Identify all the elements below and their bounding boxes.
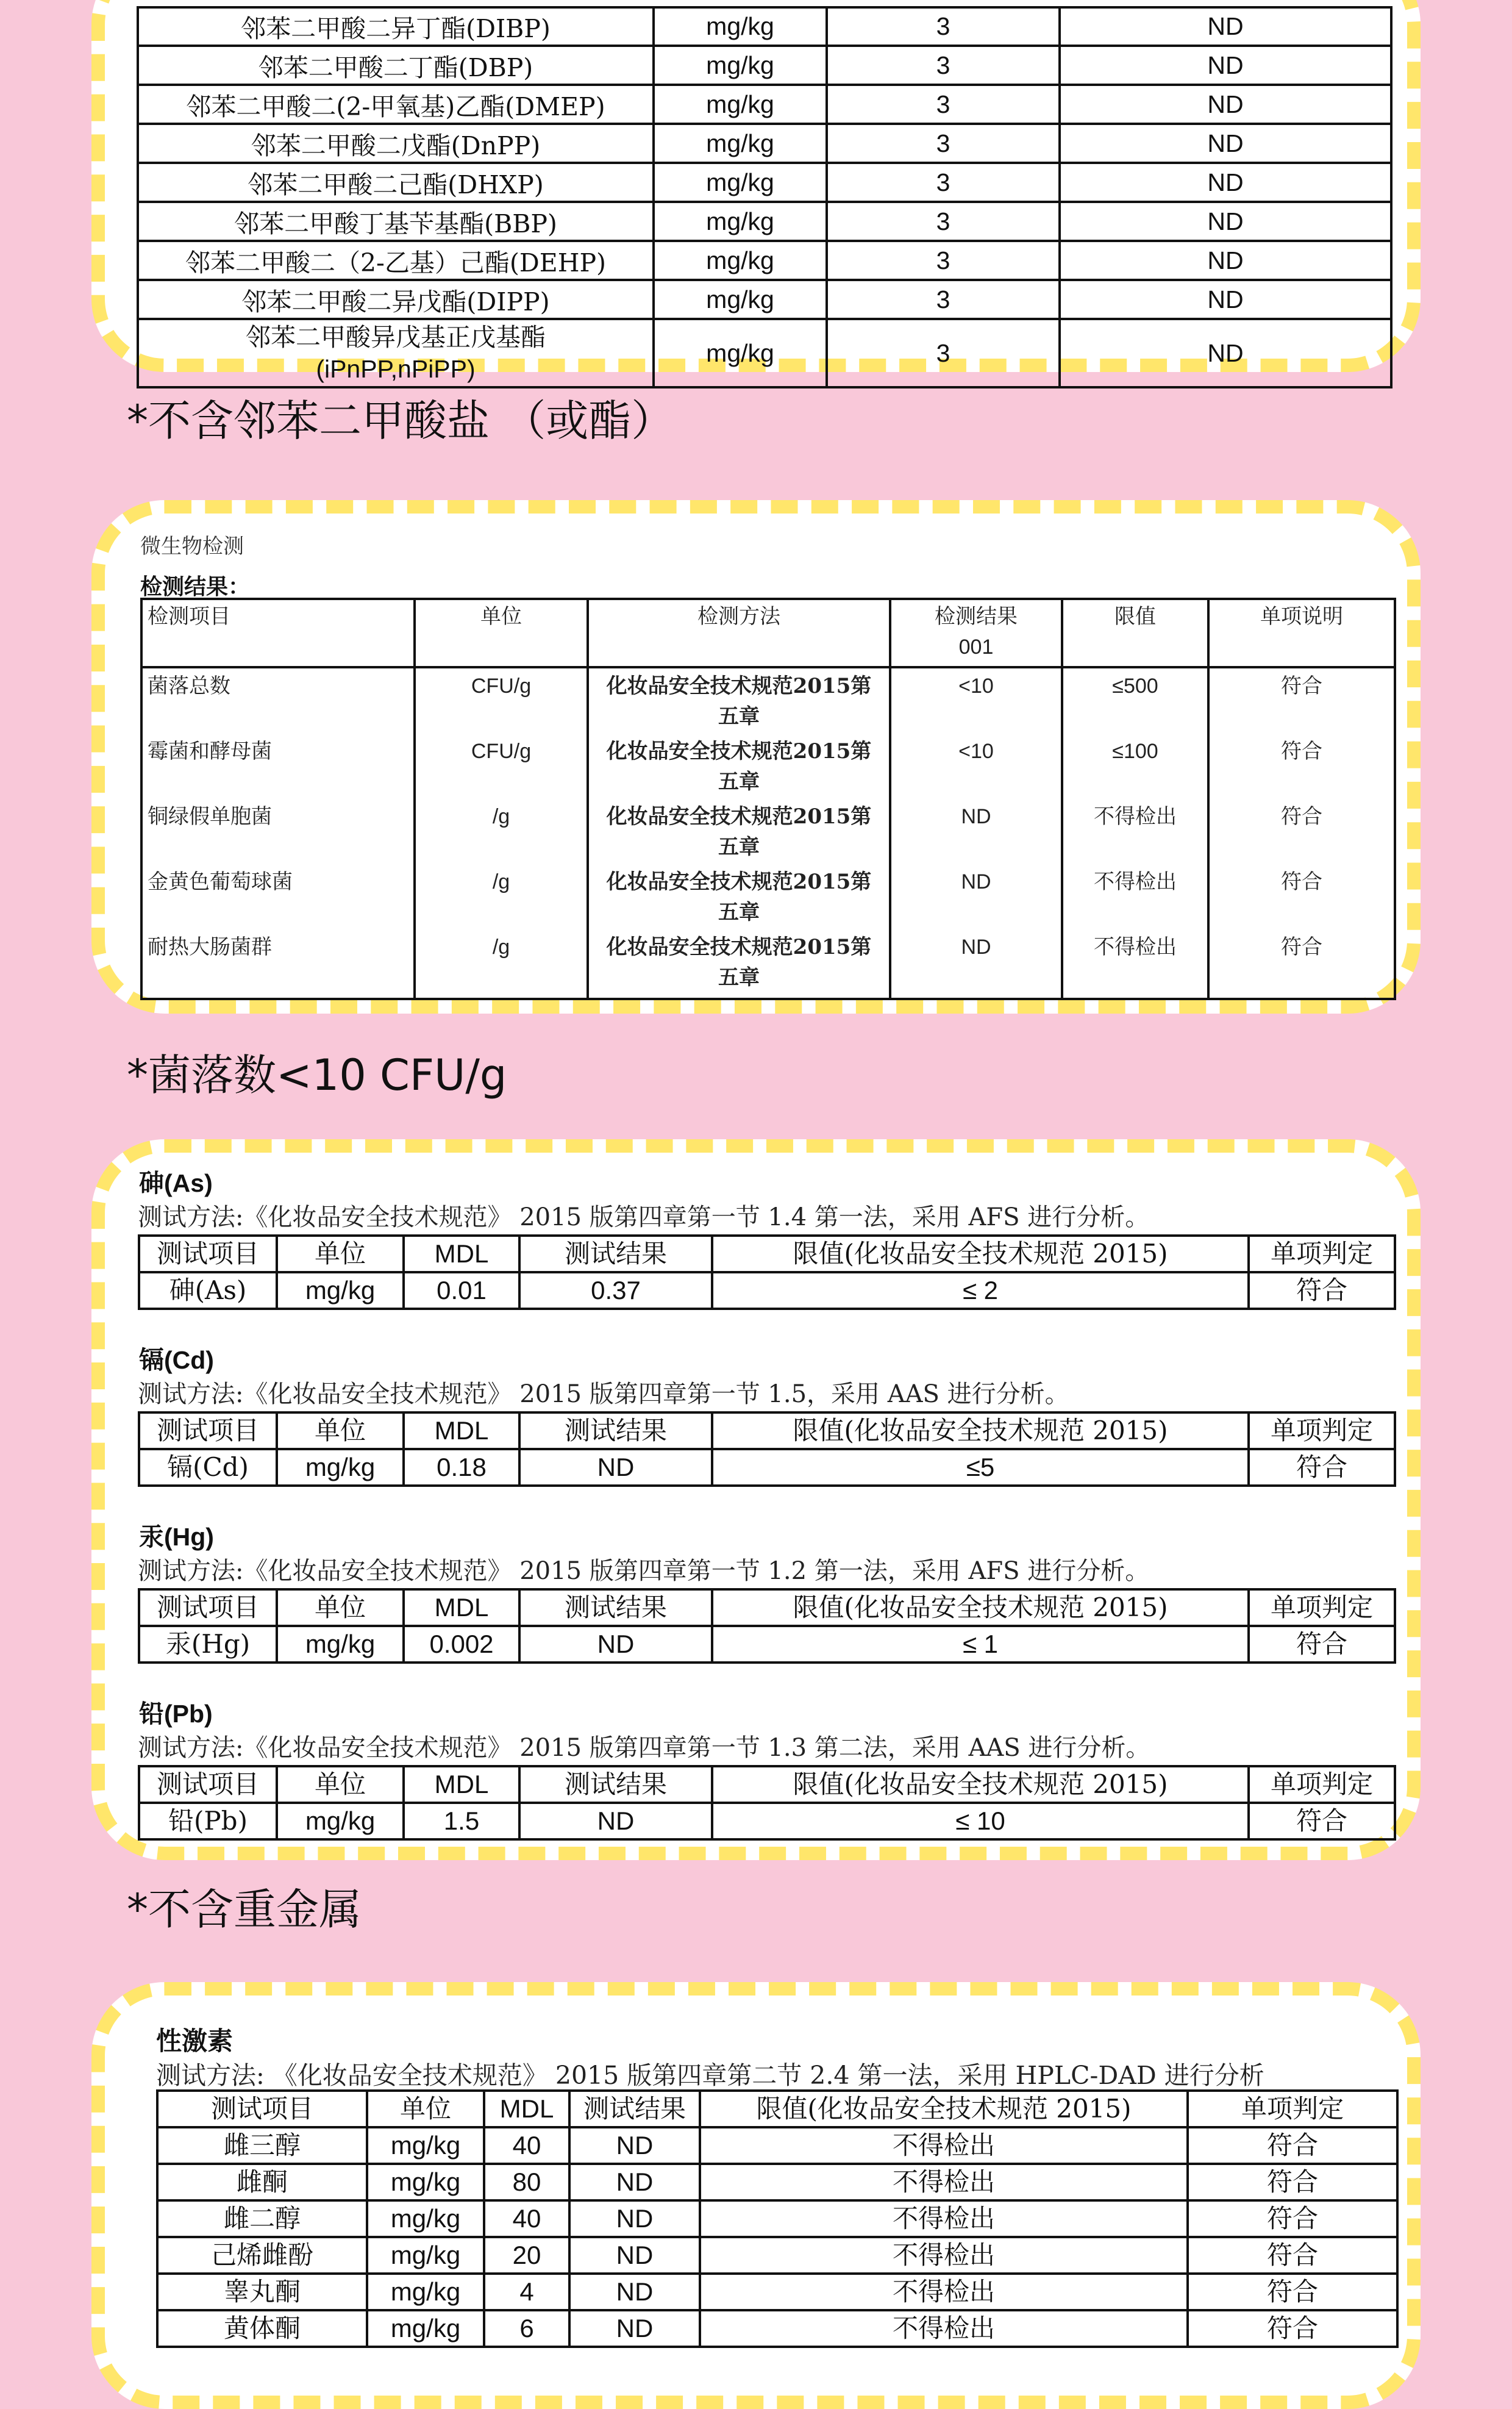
- column-header: 测试项目: [139, 1236, 277, 1272]
- limit-cell: 3: [827, 46, 1060, 85]
- table-row: [141, 734, 1395, 799]
- unit-cell: mg/kg: [654, 85, 827, 124]
- limit-cell: 3: [827, 163, 1060, 202]
- item-cell: 雌三醇: [157, 2127, 367, 2164]
- result-cell: 0.37: [519, 1272, 712, 1309]
- column-header: 单项判定: [1249, 1236, 1395, 1272]
- item-cell: 睾丸酮: [157, 2274, 367, 2310]
- column-header: 测试项目: [157, 2091, 367, 2127]
- limit-cell: 不得检出: [700, 2200, 1188, 2237]
- column-header: MDL: [484, 2091, 569, 2127]
- method-line: 五章: [718, 900, 760, 925]
- result-cell: ND: [1060, 124, 1391, 163]
- result-cell: ND: [1060, 163, 1391, 202]
- method-cell: [588, 667, 890, 734]
- item-cell: 铅(Pb): [139, 1803, 277, 1839]
- column-header: 单位: [277, 1766, 404, 1803]
- hormone-section-title: 性激素: [156, 2026, 234, 2056]
- unit-cell: /g: [415, 864, 588, 929]
- result-cell: ND: [569, 2127, 700, 2164]
- column-header: 单位: [277, 1589, 404, 1626]
- item-cell: 邻苯二甲酸二戊酯(DnPP): [138, 124, 654, 163]
- unit-cell: mg/kg: [367, 2274, 484, 2310]
- judge-cell: 符合: [1188, 2274, 1397, 2310]
- unit-cell: mg/kg: [277, 1626, 404, 1663]
- method-line: 化妆品安全技术规范2015第: [606, 804, 872, 829]
- column-header: MDL: [404, 1236, 519, 1272]
- column-header: 单位: [277, 1412, 404, 1449]
- metal-block-hg: [138, 1520, 1394, 1664]
- microbes-caption: *菌落数<10 CFU/g: [127, 1050, 507, 1100]
- limit-cell: 不得检出: [1062, 929, 1208, 999]
- result-cell: ND: [890, 929, 1062, 999]
- item-line: (iPnPP,nPiPP): [316, 355, 476, 383]
- column-header: 限值(化妆品安全技术规范 2015): [712, 1766, 1249, 1803]
- result-cell: <10: [890, 667, 1062, 734]
- limit-cell: 3: [827, 280, 1060, 319]
- method-line: 五章: [718, 704, 760, 729]
- table-row: [138, 7, 1391, 46]
- table-row: [138, 241, 1391, 280]
- mdl-cell: 20: [484, 2237, 569, 2274]
- limit-cell: ≤ 10: [712, 1803, 1249, 1839]
- limit-cell: 不得检出: [1062, 864, 1208, 929]
- metal-block-as: [138, 1166, 1394, 1310]
- result-cell: ND: [569, 2274, 700, 2310]
- unit-cell: mg/kg: [277, 1449, 404, 1486]
- result-cell: ND: [1060, 85, 1391, 124]
- table-row: [141, 799, 1395, 864]
- unit-cell: mg/kg: [277, 1803, 404, 1839]
- table-header-row: [157, 2091, 1397, 2127]
- column-header: 限值(化妆品安全技术规范 2015): [712, 1236, 1249, 1272]
- unit-cell: mg/kg: [654, 202, 827, 241]
- method-cell: [588, 864, 890, 929]
- table-row: [141, 864, 1395, 929]
- table-row: [139, 1626, 1395, 1663]
- item-cell: 己烯雌酚: [157, 2237, 367, 2274]
- unit-cell: mg/kg: [654, 7, 827, 46]
- result-cell: ND: [1060, 241, 1391, 280]
- table-header-row: [139, 1412, 1395, 1449]
- note-cell: 符合: [1208, 667, 1395, 734]
- phthalates-table: [137, 6, 1393, 388]
- metal-method: 测试方法:《化妆品安全技术规范》 2015 版第四章第一节 1.2 第一法，采用 AFS 进行分析。: [138, 1557, 1150, 1585]
- unit-cell: mg/kg: [277, 1272, 404, 1309]
- note-cell: 符合: [1208, 864, 1395, 929]
- table-row: [157, 2274, 1397, 2310]
- result-cell: ND: [890, 864, 1062, 929]
- result-cell: ND: [519, 1803, 712, 1839]
- limit-cell: ≤ 1: [712, 1626, 1249, 1663]
- table-row: [139, 1803, 1395, 1839]
- result-cell: ND: [519, 1449, 712, 1486]
- limit-cell: 3: [827, 7, 1060, 46]
- item-cell: 金黄色葡萄球菌: [141, 864, 415, 929]
- metal-name: 镉(Cd): [139, 1346, 214, 1374]
- judge-cell: 符合: [1188, 2310, 1397, 2347]
- column-header: 测试项目: [139, 1412, 277, 1449]
- mdl-cell: 80: [484, 2164, 569, 2200]
- limit-cell: 不得检出: [700, 2127, 1188, 2164]
- item-cell: 邻苯二甲酸二（2-乙基）己酯(DEHP): [138, 241, 654, 280]
- result-cell: ND: [1060, 202, 1391, 241]
- column-header: MDL: [404, 1412, 519, 1449]
- metal-name: 汞(Hg): [139, 1523, 214, 1551]
- method-cell: [588, 929, 890, 999]
- result-cell: ND: [890, 799, 1062, 864]
- item-cell: 邻苯二甲酸二丁酯(DBP): [138, 46, 654, 85]
- microbes-card: [91, 500, 1421, 1014]
- table-row: [138, 319, 1391, 387]
- unit-cell: CFU/g: [415, 667, 588, 734]
- table-row: [138, 124, 1391, 163]
- item-cell: 邻苯二甲酸二己酯(DHXP): [138, 163, 654, 202]
- item-cell: 邻苯二甲酸二(2-甲氧基)乙酯(DMEP): [138, 85, 654, 124]
- column-header: 单位: [415, 599, 588, 667]
- unit-cell: mg/kg: [367, 2237, 484, 2274]
- mdl-cell: 4: [484, 2274, 569, 2310]
- column-header: [890, 599, 1062, 667]
- metals-card: [91, 1139, 1421, 1860]
- method-line: 五章: [718, 965, 760, 990]
- unit-cell: mg/kg: [367, 2164, 484, 2200]
- result-cell: <10: [890, 734, 1062, 799]
- table-header-row: [141, 599, 1395, 667]
- limit-cell: 3: [827, 124, 1060, 163]
- header-line: 001: [958, 635, 994, 659]
- judge-cell: 符合: [1188, 2200, 1397, 2237]
- column-header: 测试结果: [519, 1589, 712, 1626]
- table-row: [138, 202, 1391, 241]
- limit-cell: 3: [827, 319, 1060, 387]
- column-header: MDL: [404, 1589, 519, 1626]
- table-row: [157, 2164, 1397, 2200]
- metals-caption: *不含重金属: [127, 1885, 362, 1935]
- column-header: 测试项目: [139, 1589, 277, 1626]
- column-header: 测试结果: [519, 1766, 712, 1803]
- mdl-cell: 0.18: [404, 1449, 519, 1486]
- limit-cell: 3: [827, 202, 1060, 241]
- judge-cell: 符合: [1188, 2164, 1397, 2200]
- item-cell: 雌二醇: [157, 2200, 367, 2237]
- table-row: [141, 667, 1395, 734]
- section-title: 微生物检测: [140, 534, 244, 559]
- header-line: 检测结果: [935, 604, 1018, 629]
- limit-cell: 3: [827, 85, 1060, 124]
- item-cell: 邻苯二甲酸丁基苄基酯(BBP): [138, 202, 654, 241]
- item-cell: [138, 319, 654, 387]
- hormones-card: [91, 1982, 1421, 2409]
- unit-cell: mg/kg: [654, 163, 827, 202]
- item-cell: 汞(Hg): [139, 1626, 277, 1663]
- table-row: [138, 85, 1391, 124]
- unit-cell: mg/kg: [367, 2310, 484, 2347]
- judge-cell: 符合: [1249, 1449, 1395, 1486]
- limit-cell: ≤5: [712, 1449, 1249, 1486]
- table-row: [157, 2200, 1397, 2237]
- mdl-cell: 6: [484, 2310, 569, 2347]
- metal-method: 测试方法:《化妆品安全技术规范》 2015 版第四章第一节 1.4 第一法，采用 AFS 进行分析。: [138, 1203, 1150, 1231]
- table-row: [139, 1449, 1395, 1486]
- note-cell: 符合: [1208, 799, 1395, 864]
- result-cell: ND: [569, 2200, 700, 2237]
- column-header: 单位: [367, 2091, 484, 2127]
- mdl-cell: 40: [484, 2200, 569, 2237]
- mdl-cell: 1.5: [404, 1803, 519, 1839]
- column-header: 限值(化妆品安全技术规范 2015): [700, 2091, 1188, 2127]
- table-row: [139, 1272, 1395, 1309]
- metal-block-cd: [138, 1343, 1394, 1487]
- limit-cell: ≤ 2: [712, 1272, 1249, 1309]
- table-row: [157, 2310, 1397, 2347]
- table-header-row: [139, 1236, 1395, 1272]
- metal-method: 测试方法:《化妆品安全技术规范》 2015 版第四章第一节 1.3 第二法，采用 AAS 进行分析。: [138, 1734, 1150, 1762]
- column-header: 单项判定: [1249, 1766, 1395, 1803]
- result-cell: ND: [1060, 280, 1391, 319]
- table-row: [157, 2127, 1397, 2164]
- item-cell: 邻苯二甲酸二异丁酯(DIBP): [138, 7, 654, 46]
- item-cell: 黄体酮: [157, 2310, 367, 2347]
- column-header: 测试项目: [139, 1766, 277, 1803]
- result-cell: ND: [1060, 319, 1391, 387]
- column-header: 检测项目: [141, 599, 415, 667]
- column-header: MDL: [404, 1766, 519, 1803]
- metal-method: 测试方法:《化妆品安全技术规范》 2015 版第四章第一节 1.5，采用 AAS 进行分析。: [138, 1380, 1069, 1408]
- unit-cell: /g: [415, 799, 588, 864]
- table-row: [141, 929, 1395, 999]
- item-cell: 铜绿假单胞菌: [141, 799, 415, 864]
- column-header: 限值(化妆品安全技术规范 2015): [712, 1412, 1249, 1449]
- section-subtitle: 检测结果：: [140, 574, 251, 600]
- mdl-cell: 40: [484, 2127, 569, 2164]
- column-header: 限值: [1062, 599, 1208, 667]
- result-cell: ND: [569, 2164, 700, 2200]
- column-header: 测试结果: [569, 2091, 700, 2127]
- method-line: 化妆品安全技术规范2015第: [606, 739, 872, 764]
- unit-cell: mg/kg: [654, 319, 827, 387]
- unit-cell: mg/kg: [654, 46, 827, 85]
- table-row: [138, 46, 1391, 85]
- metal-name: 铅(Pb): [139, 1700, 213, 1728]
- limit-cell: 不得检出: [700, 2164, 1188, 2200]
- metal-table: [138, 1411, 1396, 1487]
- column-header: 测试结果: [519, 1412, 712, 1449]
- microbes-table: [140, 598, 1396, 1000]
- method-line: 化妆品安全技术规范2015第: [606, 674, 872, 698]
- metal-name: 砷(As): [139, 1169, 213, 1197]
- limit-cell: ≤500: [1062, 667, 1208, 734]
- item-cell: 雌酮: [157, 2164, 367, 2200]
- column-header: 测试结果: [519, 1236, 712, 1272]
- column-header: 限值(化妆品安全技术规范 2015): [712, 1589, 1249, 1626]
- unit-cell: mg/kg: [367, 2200, 484, 2237]
- item-cell: 砷(As): [139, 1272, 277, 1309]
- item-line: 邻苯二甲酸异戊基正戊基酯: [246, 323, 546, 352]
- result-cell: ND: [1060, 7, 1391, 46]
- limit-cell: 不得检出: [700, 2237, 1188, 2274]
- metal-table: [138, 1234, 1396, 1310]
- table-row: [157, 2237, 1397, 2274]
- table-row: [138, 163, 1391, 202]
- judge-cell: 符合: [1188, 2237, 1397, 2274]
- metal-table: [138, 1765, 1396, 1841]
- mdl-cell: 0.002: [404, 1626, 519, 1663]
- method-cell: [588, 799, 890, 864]
- item-cell: 菌落总数: [141, 667, 415, 734]
- limit-cell: 不得检出: [700, 2274, 1188, 2310]
- mdl-cell: 0.01: [404, 1272, 519, 1309]
- limit-cell: 3: [827, 241, 1060, 280]
- method-line: 化妆品安全技术规范2015第: [606, 935, 872, 959]
- item-cell: 镉(Cd): [139, 1449, 277, 1486]
- column-header: 检测方法: [588, 599, 890, 667]
- judge-cell: 符合: [1249, 1272, 1395, 1309]
- unit-cell: mg/kg: [654, 241, 827, 280]
- limit-cell: 不得检出: [700, 2310, 1188, 2347]
- item-cell: 霉菌和酵母菌: [141, 734, 415, 799]
- item-cell: 邻苯二甲酸二异戊酯(DIPP): [138, 280, 654, 319]
- result-cell: ND: [569, 2310, 700, 2347]
- method-line: 五章: [718, 770, 760, 794]
- table-row: [138, 280, 1391, 319]
- method-line: 化妆品安全技术规范2015第: [606, 870, 872, 894]
- metal-block-pb: [138, 1697, 1394, 1841]
- judge-cell: 符合: [1188, 2127, 1397, 2164]
- column-header: 单位: [277, 1236, 404, 1272]
- hormones-table: [156, 2089, 1399, 2348]
- unit-cell: mg/kg: [367, 2127, 484, 2164]
- judge-cell: 符合: [1249, 1626, 1395, 1663]
- column-header: 单项说明: [1208, 599, 1395, 667]
- result-cell: ND: [1060, 46, 1391, 85]
- result-cell: ND: [569, 2237, 700, 2274]
- column-header: 单项判定: [1249, 1412, 1395, 1449]
- metal-table: [138, 1588, 1396, 1664]
- method-line: 五章: [718, 835, 760, 859]
- result-cell: ND: [519, 1626, 712, 1663]
- item-cell: 耐热大肠菌群: [141, 929, 415, 999]
- judge-cell: 符合: [1249, 1803, 1395, 1839]
- method-cell: [588, 734, 890, 799]
- hormone-method: 测试方法: 《化妆品安全技术规范》 2015 版第四章第二节 2.4 第一法，采用 HPLC-DAD 进行分析: [156, 2061, 1264, 2090]
- unit-cell: CFU/g: [415, 734, 588, 799]
- unit-cell: mg/kg: [654, 280, 827, 319]
- unit-cell: /g: [415, 929, 588, 999]
- column-header: 单项判定: [1188, 2091, 1397, 2127]
- table-header-row: [139, 1589, 1395, 1626]
- limit-cell: 不得检出: [1062, 799, 1208, 864]
- unit-cell: mg/kg: [654, 124, 827, 163]
- phthalates-card: [91, 0, 1421, 383]
- column-header: 单项判定: [1249, 1589, 1395, 1626]
- table-header-row: [139, 1766, 1395, 1803]
- note-cell: 符合: [1208, 734, 1395, 799]
- phthalates-caption: *不含邻苯二甲酸盐 （或酯）: [127, 396, 674, 446]
- limit-cell: ≤100: [1062, 734, 1208, 799]
- note-cell: 符合: [1208, 929, 1395, 999]
